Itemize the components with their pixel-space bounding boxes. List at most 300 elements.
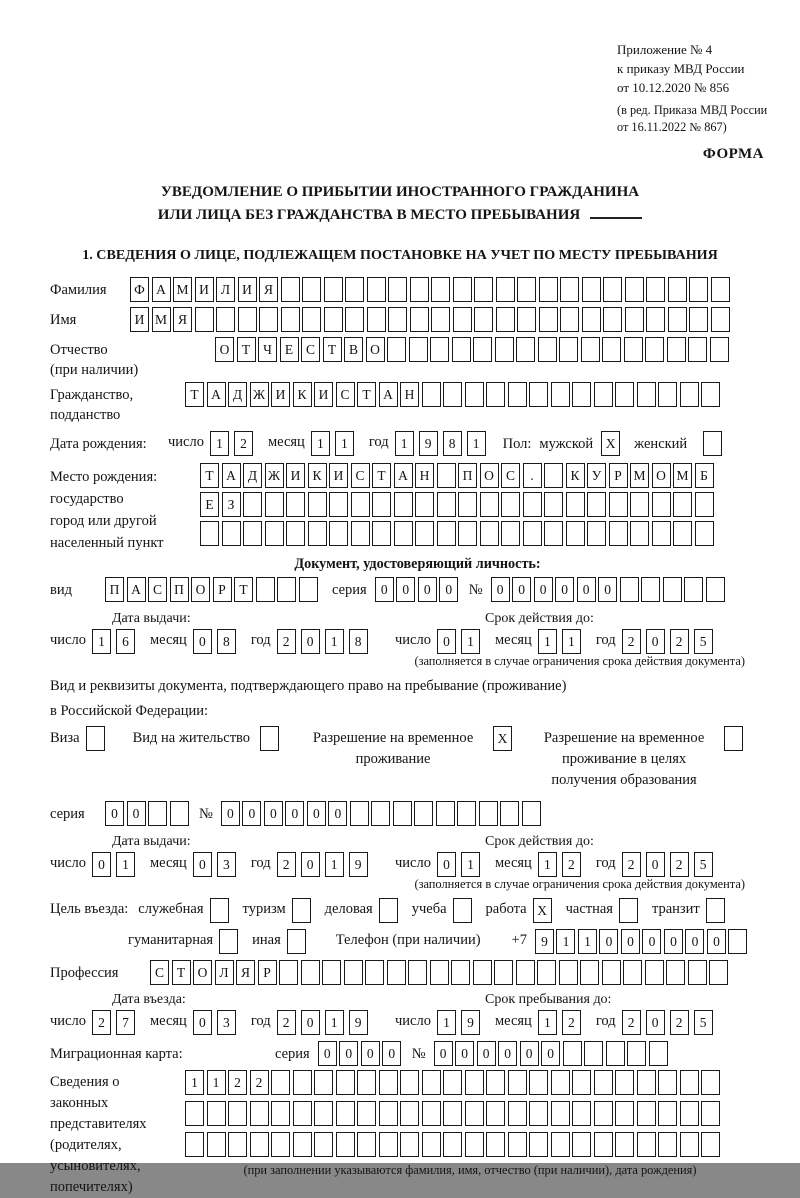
doc-series-boxes bbox=[375, 577, 461, 602]
phone-label: Телефон (при наличии) bbox=[335, 932, 481, 948]
char-box bbox=[238, 307, 257, 332]
char-box bbox=[365, 960, 384, 985]
title-line2: ИЛИ ЛИЦА БЕЗ ГРАЖДАНСТВА В МЕСТО ПРЕБЫВАНИЯ bbox=[157, 207, 581, 223]
char-box bbox=[437, 521, 456, 546]
char-box: И bbox=[329, 463, 348, 488]
annex-line: к приказу МВД России bbox=[617, 61, 745, 76]
char-box bbox=[688, 337, 707, 362]
char-box: 1 bbox=[92, 629, 111, 654]
char-box: 2 bbox=[228, 1070, 247, 1095]
section1-heading: 1. СВЕДЕНИЯ О ЛИЦЕ, ПОДЛЕЖАЩЕМ ПОСТАНОВКЕ НА УЧЕТ ПО МЕСТУ ПРЕБЫВАНИЯ bbox=[82, 247, 718, 263]
stay-issue-day-boxes bbox=[92, 852, 140, 877]
year-word: год bbox=[595, 632, 616, 648]
char-box bbox=[271, 1101, 290, 1126]
char-box bbox=[443, 1070, 462, 1095]
char-box bbox=[706, 898, 725, 923]
entry-month-boxes bbox=[193, 1010, 241, 1035]
char-box: 0 bbox=[105, 801, 124, 826]
char-box: А bbox=[379, 382, 398, 407]
char-box bbox=[336, 1132, 355, 1157]
char-box bbox=[603, 277, 622, 302]
char-box: Л bbox=[215, 960, 234, 985]
char-box: 0 bbox=[646, 1010, 665, 1035]
char-box bbox=[668, 307, 687, 332]
char-box bbox=[336, 1101, 355, 1126]
representatives-label-line2: законных bbox=[50, 1095, 109, 1111]
char-box bbox=[609, 492, 628, 517]
char-box bbox=[495, 337, 514, 362]
char-box bbox=[387, 960, 406, 985]
representatives-label-line4: (родителях, bbox=[50, 1137, 122, 1153]
month-word: месяц bbox=[494, 1013, 532, 1029]
char-box bbox=[259, 307, 278, 332]
annex-line: от 10.12.2020 № 856 bbox=[617, 80, 730, 95]
day-word: число bbox=[395, 855, 431, 871]
char-box bbox=[250, 1132, 269, 1157]
char-box: 0 bbox=[685, 929, 704, 954]
char-box bbox=[277, 577, 296, 602]
char-box: С bbox=[301, 337, 320, 362]
char-box: 1 bbox=[461, 852, 480, 877]
char-box: 9 bbox=[349, 1010, 368, 1035]
migration-series-label: серия bbox=[275, 1046, 310, 1062]
char-box bbox=[724, 726, 743, 751]
char-box: 1 bbox=[116, 852, 135, 877]
char-box bbox=[637, 382, 656, 407]
citizenship-label-line1: Гражданство, bbox=[50, 387, 134, 403]
char-box bbox=[572, 382, 591, 407]
char-box bbox=[508, 1132, 527, 1157]
char-box: Т bbox=[357, 382, 376, 407]
birthplace-label-line3: город или другой bbox=[50, 513, 157, 529]
char-box: Р bbox=[258, 960, 277, 985]
char-box: О bbox=[193, 960, 212, 985]
char-box: 8 bbox=[217, 629, 236, 654]
char-box bbox=[688, 960, 707, 985]
char-box: С bbox=[148, 577, 167, 602]
day-word: число bbox=[395, 632, 431, 648]
surname-boxes bbox=[130, 277, 732, 302]
char-box: Ф bbox=[130, 277, 149, 302]
char-box: 2 bbox=[562, 852, 581, 877]
char-box bbox=[684, 577, 703, 602]
purpose-official-checkbox bbox=[210, 898, 229, 923]
blank-underline bbox=[590, 217, 642, 219]
char-box bbox=[387, 337, 406, 362]
purpose-other-checkbox bbox=[287, 929, 306, 954]
char-box bbox=[637, 1101, 656, 1126]
char-box bbox=[465, 1132, 484, 1157]
stay-until-group bbox=[395, 1010, 785, 1035]
char-box bbox=[523, 521, 542, 546]
char-box bbox=[451, 960, 470, 985]
patronymic-boxes bbox=[215, 337, 731, 362]
purpose-work-label: работа bbox=[485, 901, 527, 917]
char-box: З bbox=[222, 492, 241, 517]
birthplace-label bbox=[50, 463, 200, 554]
option-temp-residence-education bbox=[534, 726, 743, 791]
valid-until-heading: Срок действия до: bbox=[485, 834, 594, 849]
char-box: Т bbox=[234, 577, 253, 602]
char-box: 0 bbox=[264, 801, 283, 826]
stay-series-label: серия bbox=[50, 806, 85, 822]
valid-day-boxes bbox=[437, 629, 485, 654]
char-box bbox=[658, 382, 677, 407]
option-temp-residence-label-line1: Разрешение на временное bbox=[312, 730, 474, 746]
char-box: 0 bbox=[598, 577, 617, 602]
char-box: 2 bbox=[622, 1010, 641, 1035]
birthplace-label-line1: Место рождения: bbox=[50, 469, 158, 485]
char-box: 1 bbox=[562, 629, 581, 654]
char-box: 1 bbox=[538, 1010, 557, 1035]
char-box bbox=[501, 521, 520, 546]
month-word: месяц bbox=[267, 434, 305, 450]
char-box: 0 bbox=[599, 929, 618, 954]
char-box bbox=[86, 726, 105, 751]
char-box bbox=[641, 577, 660, 602]
char-box: . bbox=[523, 463, 542, 488]
char-box bbox=[271, 1132, 290, 1157]
char-box bbox=[572, 1132, 591, 1157]
issue-date-heading: Дата выдачи: bbox=[112, 611, 191, 626]
profession-boxes bbox=[150, 960, 731, 985]
char-box bbox=[710, 337, 729, 362]
identity-doc-row bbox=[50, 577, 785, 602]
stay-doc-intro1: Вид и реквизиты документа, подтверждающего право на пребывание (проживание) bbox=[50, 678, 567, 694]
sex-female-checkbox bbox=[703, 431, 722, 456]
char-box bbox=[329, 521, 348, 546]
char-box bbox=[281, 307, 300, 332]
char-box bbox=[436, 801, 455, 826]
char-box: Д bbox=[243, 463, 262, 488]
char-box bbox=[393, 801, 412, 826]
entry-date-heading: Дата въезда: bbox=[112, 992, 186, 1007]
char-box: А bbox=[127, 577, 146, 602]
char-box: Я bbox=[259, 277, 278, 302]
purpose-label: Цель въезда: bbox=[50, 901, 129, 917]
char-box bbox=[563, 1041, 582, 1066]
char-box bbox=[271, 1070, 290, 1095]
purpose-work-checkbox bbox=[533, 898, 552, 923]
char-box bbox=[594, 1132, 613, 1157]
char-box bbox=[372, 492, 391, 517]
stay-doc-series-row bbox=[50, 801, 785, 826]
char-box bbox=[243, 492, 262, 517]
char-box bbox=[615, 1070, 634, 1095]
option-residence-permit-checkbox bbox=[260, 726, 279, 751]
char-box bbox=[322, 960, 341, 985]
char-box: X bbox=[533, 898, 552, 923]
char-box bbox=[345, 277, 364, 302]
char-box bbox=[602, 337, 621, 362]
option-education-label-line1: Разрешение на временное bbox=[543, 730, 705, 746]
patronymic-label bbox=[50, 337, 215, 380]
stay-doc-intro2: в Российской Федерации: bbox=[50, 703, 209, 719]
char-box: 1 bbox=[467, 431, 486, 456]
char-box: 0 bbox=[621, 929, 640, 954]
day-word: число bbox=[168, 434, 204, 450]
char-box bbox=[637, 1070, 656, 1095]
valid-until-group bbox=[395, 629, 785, 654]
char-box: 0 bbox=[534, 577, 553, 602]
phone-prefix: +7 bbox=[511, 932, 527, 948]
char-box bbox=[279, 960, 298, 985]
char-box: 1 bbox=[335, 431, 354, 456]
char-box bbox=[336, 1070, 355, 1095]
purpose-humanitarian-checkbox bbox=[219, 929, 238, 954]
patronymic-label-line2: (при наличии) bbox=[50, 362, 139, 378]
valid-until-heading: Срок действия до: bbox=[485, 611, 594, 626]
option-education-checkbox bbox=[724, 726, 743, 751]
purpose-row2 bbox=[128, 929, 785, 954]
char-box bbox=[517, 277, 536, 302]
char-box bbox=[344, 960, 363, 985]
char-box bbox=[256, 577, 275, 602]
char-box bbox=[228, 1101, 247, 1126]
char-box bbox=[486, 382, 505, 407]
issue-day-boxes bbox=[92, 629, 140, 654]
char-box bbox=[400, 1070, 419, 1095]
stay-until-year-boxes bbox=[622, 1010, 718, 1035]
char-box bbox=[453, 898, 472, 923]
char-box: 9 bbox=[419, 431, 438, 456]
char-box bbox=[474, 307, 493, 332]
birthplace-label-line2: государство bbox=[50, 491, 124, 507]
char-box bbox=[437, 492, 456, 517]
char-box bbox=[314, 1101, 333, 1126]
day-word: число bbox=[50, 855, 86, 871]
stay-issue-date-group bbox=[50, 852, 395, 877]
char-box bbox=[551, 382, 570, 407]
year-word: год bbox=[250, 1013, 271, 1029]
stay-issue-year-boxes bbox=[277, 852, 373, 877]
patronymic-row bbox=[50, 337, 785, 380]
char-box bbox=[680, 1101, 699, 1126]
char-box bbox=[379, 1101, 398, 1126]
char-box: X bbox=[601, 431, 620, 456]
char-box: 0 bbox=[437, 629, 456, 654]
stay-until-month-boxes bbox=[538, 1010, 586, 1035]
char-box bbox=[559, 960, 578, 985]
sex-male-label: мужской bbox=[539, 436, 594, 452]
char-box bbox=[587, 492, 606, 517]
char-box: 0 bbox=[339, 1041, 358, 1066]
char-box bbox=[329, 492, 348, 517]
char-box: 0 bbox=[361, 1041, 380, 1066]
month-word: месяц bbox=[494, 632, 532, 648]
char-box bbox=[566, 521, 585, 546]
char-box: И bbox=[286, 463, 305, 488]
char-box: 0 bbox=[193, 629, 212, 654]
char-box: 5 bbox=[694, 852, 713, 877]
char-box: 0 bbox=[520, 1041, 539, 1066]
char-box: 0 bbox=[193, 1010, 212, 1035]
migration-series-boxes bbox=[318, 1041, 404, 1066]
char-box bbox=[222, 521, 241, 546]
char-box bbox=[324, 277, 343, 302]
stay-valid-month-boxes bbox=[538, 852, 586, 877]
char-box bbox=[350, 801, 369, 826]
char-box bbox=[200, 521, 219, 546]
char-box: 2 bbox=[622, 629, 641, 654]
identity-doc-note: (заполняется в случае ограничения срока действия документа) bbox=[414, 654, 745, 668]
char-box: 0 bbox=[193, 852, 212, 877]
char-box bbox=[711, 277, 730, 302]
stay-until-day-boxes bbox=[437, 1010, 485, 1035]
char-box bbox=[580, 960, 599, 985]
char-box bbox=[148, 801, 167, 826]
representatives-label bbox=[50, 1070, 185, 1198]
representatives-label-line3: представителях bbox=[50, 1116, 147, 1132]
representatives-label-line5: усыновителях, bbox=[50, 1158, 141, 1174]
char-box bbox=[367, 307, 386, 332]
char-box bbox=[422, 1070, 441, 1095]
char-box: 2 bbox=[250, 1070, 269, 1095]
char-box: Е bbox=[200, 492, 219, 517]
char-box: 1 bbox=[461, 629, 480, 654]
char-box: Е bbox=[280, 337, 299, 362]
day-word: число bbox=[50, 632, 86, 648]
char-box bbox=[422, 382, 441, 407]
char-box bbox=[494, 960, 513, 985]
char-box: С bbox=[501, 463, 520, 488]
char-box bbox=[581, 337, 600, 362]
char-box: А bbox=[207, 382, 226, 407]
title-line1: УВЕДОМЛЕНИЕ О ПРИБЫТИИ ИНОСТРАННОГО ГРАЖДАНИНА bbox=[160, 184, 640, 200]
char-box: Л bbox=[216, 277, 235, 302]
purpose-private-label: частная bbox=[565, 901, 613, 917]
char-box bbox=[706, 577, 725, 602]
char-box: 1 bbox=[210, 431, 229, 456]
char-box bbox=[243, 521, 262, 546]
char-box bbox=[210, 898, 229, 923]
char-box: И bbox=[195, 277, 214, 302]
char-box: 0 bbox=[307, 801, 326, 826]
char-box: Т bbox=[237, 337, 256, 362]
char-box: 0 bbox=[477, 1041, 496, 1066]
char-box bbox=[630, 521, 649, 546]
char-box bbox=[709, 960, 728, 985]
char-box: 2 bbox=[670, 852, 689, 877]
char-box bbox=[286, 521, 305, 546]
char-box: И bbox=[271, 382, 290, 407]
char-box bbox=[603, 307, 622, 332]
char-box bbox=[602, 960, 621, 985]
char-box bbox=[544, 521, 563, 546]
char-box: 2 bbox=[277, 1010, 296, 1035]
char-box: П bbox=[458, 463, 477, 488]
char-box: 0 bbox=[221, 801, 240, 826]
char-box bbox=[496, 307, 515, 332]
issue-month-boxes bbox=[193, 629, 241, 654]
char-box bbox=[388, 307, 407, 332]
option-temp-residence bbox=[303, 726, 512, 770]
annex-edit-line: от 16.11.2022 № 867) bbox=[617, 120, 727, 134]
char-box bbox=[668, 277, 687, 302]
form-label: ФОРМА bbox=[702, 146, 764, 162]
purpose-business-checkbox bbox=[379, 898, 398, 923]
char-box bbox=[582, 307, 601, 332]
char-box: Ч bbox=[258, 337, 277, 362]
option-visa-checkbox bbox=[86, 726, 105, 751]
purpose-transit-checkbox bbox=[706, 898, 725, 923]
char-box: 0 bbox=[418, 577, 437, 602]
char-box: И bbox=[130, 307, 149, 332]
char-box bbox=[465, 1101, 484, 1126]
char-box bbox=[281, 277, 300, 302]
representatives-row3-boxes bbox=[185, 1132, 755, 1157]
char-box: 0 bbox=[242, 801, 261, 826]
char-box: Т bbox=[372, 463, 391, 488]
char-box bbox=[367, 277, 386, 302]
birthplace-row2-boxes bbox=[200, 492, 716, 517]
char-box bbox=[400, 1101, 419, 1126]
char-box bbox=[379, 1070, 398, 1095]
migration-number-label: № bbox=[411, 1046, 426, 1062]
char-box: К bbox=[308, 463, 327, 488]
purpose-tourism-label: туризм bbox=[242, 901, 286, 917]
char-box bbox=[508, 1070, 527, 1095]
char-box bbox=[443, 382, 462, 407]
char-box bbox=[207, 1132, 226, 1157]
birthdate-row bbox=[50, 431, 785, 456]
char-box: 0 bbox=[541, 1041, 560, 1066]
char-box bbox=[286, 492, 305, 517]
char-box bbox=[486, 1070, 505, 1095]
char-box bbox=[414, 801, 433, 826]
char-box: Я bbox=[236, 960, 255, 985]
char-box bbox=[351, 521, 370, 546]
char-box: 0 bbox=[127, 801, 146, 826]
char-box bbox=[437, 463, 456, 488]
char-box bbox=[645, 960, 664, 985]
purpose-other-label: иная bbox=[252, 932, 281, 948]
stay-number-label: № bbox=[199, 806, 213, 822]
char-box bbox=[465, 382, 484, 407]
option-temp-residence-checkbox bbox=[493, 726, 512, 751]
char-box bbox=[615, 1101, 634, 1126]
representatives-block bbox=[50, 1070, 785, 1198]
char-box: М bbox=[673, 463, 692, 488]
char-box bbox=[582, 277, 601, 302]
char-box: 0 bbox=[642, 929, 661, 954]
char-box bbox=[537, 960, 556, 985]
char-box bbox=[551, 1101, 570, 1126]
char-box bbox=[357, 1070, 376, 1095]
char-box: У bbox=[587, 463, 606, 488]
birthplace-row3-boxes bbox=[200, 521, 716, 546]
char-box: 3 bbox=[217, 852, 236, 877]
char-box bbox=[689, 277, 708, 302]
char-box bbox=[625, 307, 644, 332]
stay-issue-month-boxes bbox=[193, 852, 241, 877]
char-box bbox=[293, 1070, 312, 1095]
birthdate-year-boxes bbox=[395, 431, 491, 456]
char-box bbox=[594, 382, 613, 407]
char-box: В bbox=[344, 337, 363, 362]
char-box bbox=[430, 960, 449, 985]
char-box bbox=[293, 1132, 312, 1157]
char-box bbox=[185, 1132, 204, 1157]
char-box bbox=[351, 492, 370, 517]
citizenship-row bbox=[50, 382, 785, 425]
char-box bbox=[701, 1132, 720, 1157]
char-box bbox=[457, 801, 476, 826]
char-box: 1 bbox=[538, 852, 557, 877]
phone-boxes bbox=[535, 929, 750, 954]
char-box bbox=[458, 521, 477, 546]
char-box: 2 bbox=[622, 852, 641, 877]
